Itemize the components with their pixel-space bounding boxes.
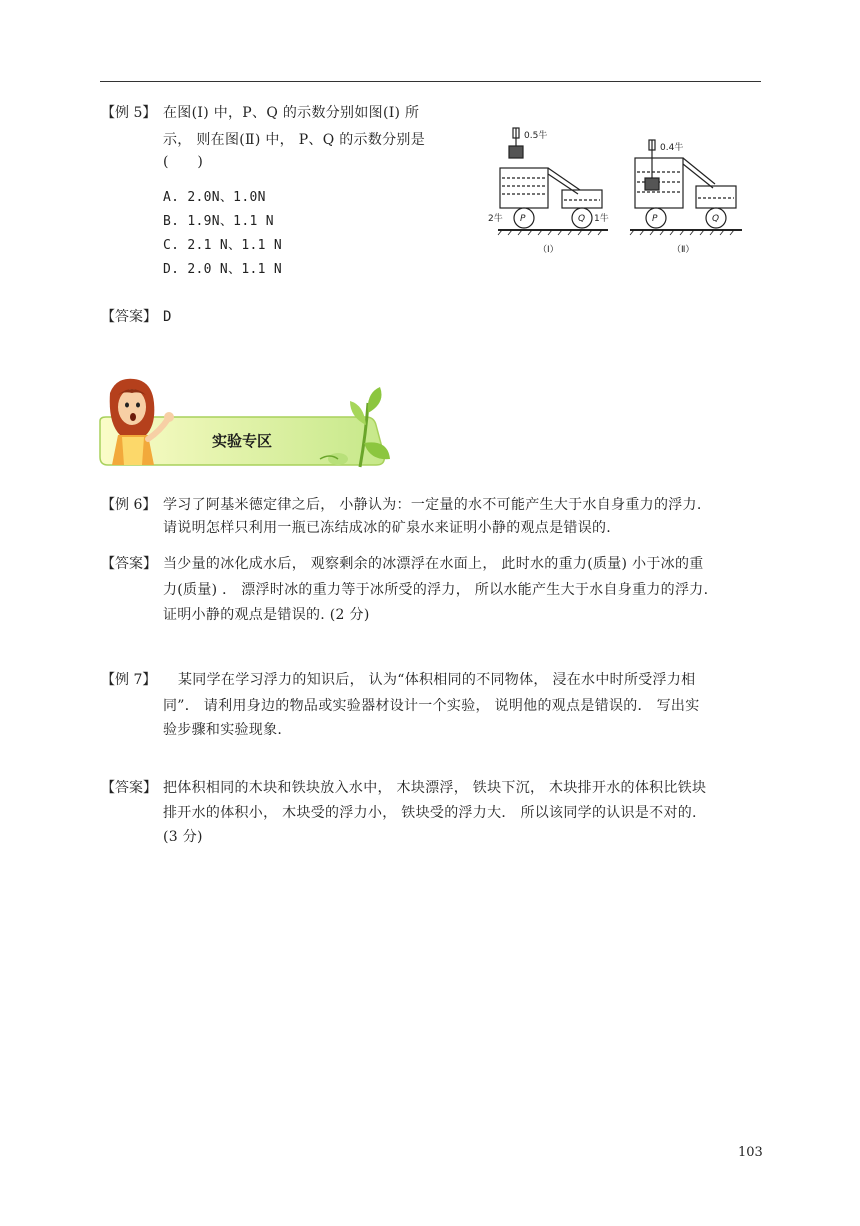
- p-reading-label: 2牛: [488, 214, 503, 224]
- beaker-right-icon: [696, 186, 736, 208]
- answer-6-line-3: 证明小静的观点是错误的. (2 分): [163, 607, 370, 623]
- overflow-cup-left-icon: [500, 168, 548, 208]
- header-rule: [100, 81, 761, 82]
- beaker-left-icon: [562, 190, 602, 208]
- right-spring-reading: 0.4牛: [660, 143, 684, 153]
- example-5-question-line-3: ( ): [163, 154, 204, 170]
- example-5-tag: 【例 5】: [101, 105, 157, 121]
- figure-caption-right: （Ⅱ）: [672, 245, 695, 255]
- hanging-block-left-icon: [509, 146, 523, 158]
- answer-7-tag: 【答案】: [101, 780, 157, 796]
- option-a: A. 2.0N、1.0N: [163, 190, 266, 205]
- example-6-line-2: 请说明怎样只利用一瓶已冻结成冰的矿泉水来证明小静的观点是错误的.: [163, 520, 612, 536]
- p-right-label: P: [652, 214, 658, 224]
- q-right-label: Q: [712, 214, 720, 224]
- answer-7-line-2: 排开水的体积小， 木块受的浮力小， 铁块受的浮力大． 所以该同学的认识是不对的.: [163, 805, 697, 821]
- example-5-question-line-2: 示， 则在图(Ⅱ) 中， P、Q 的示数分别是: [163, 132, 426, 148]
- q-reading-label: 1牛: [594, 214, 609, 224]
- experiment-section-banner: [98, 373, 393, 473]
- page-number: 103: [738, 1145, 763, 1160]
- left-spring-reading: 0.5牛: [524, 131, 548, 141]
- example-5-question-line-1: 在图(Ⅰ) 中，P、Q 的示数分别如图(Ⅰ) 所: [163, 105, 420, 121]
- answer-5-text: D: [163, 309, 172, 325]
- example-6-tag: 【例 6】: [101, 497, 157, 513]
- answer-7-line-1: 把体积相同的木块和铁块放入水中， 木块漂浮， 铁块下沉， 木块排开水的体积比铁块: [163, 780, 707, 796]
- example-7-line-2: 同”． 请利用身边的物品或实验器材设计一个实验， 说明他的观点是错误的． 写出实: [163, 698, 700, 714]
- example-7-line-3: 验步骤和实验现象.: [163, 722, 283, 738]
- figure-caption-left: （Ⅰ）: [538, 245, 559, 255]
- answer-6-line-2: 力(质量) ． 漂浮时冰的重力等于冰所受的浮力， 所以水能产生大于水自身重力的浮力.: [163, 582, 709, 598]
- section-title: 实验专区: [212, 432, 273, 450]
- answer-6-tag: 【答案】: [101, 556, 157, 572]
- answer-6-line-1: 当少量的冰化成水后， 观察剩余的冰漂浮在水面上， 此时水的重力(质量) 小于冰的重: [163, 556, 704, 572]
- example-6-line-1: 学习了阿基米德定律之后， 小静认为：一定量的水不可能产生大于水自身重力的浮力.: [163, 497, 702, 513]
- answer-7-line-3: (3 分): [163, 829, 203, 845]
- p-left-label: P: [520, 214, 526, 224]
- example-7-line-1: 某同学在学习浮力的知识后， 认为“体积相同的不同物体， 浸在水中时所受浮力相: [178, 672, 696, 688]
- option-b: B. 1.9N、1.1 N: [163, 214, 274, 229]
- hanging-block-right-icon: [645, 178, 659, 190]
- option-c: C. 2.1 N、1.1 N: [163, 238, 282, 253]
- answer-5-tag: 【答案】: [101, 309, 157, 325]
- buoyancy-apparatus-figure: [480, 118, 766, 258]
- option-d: D. 2.0 N、1.1 N: [163, 262, 282, 277]
- example-7-tag: 【例 7】: [101, 672, 157, 688]
- q-left-label: Q: [578, 214, 586, 224]
